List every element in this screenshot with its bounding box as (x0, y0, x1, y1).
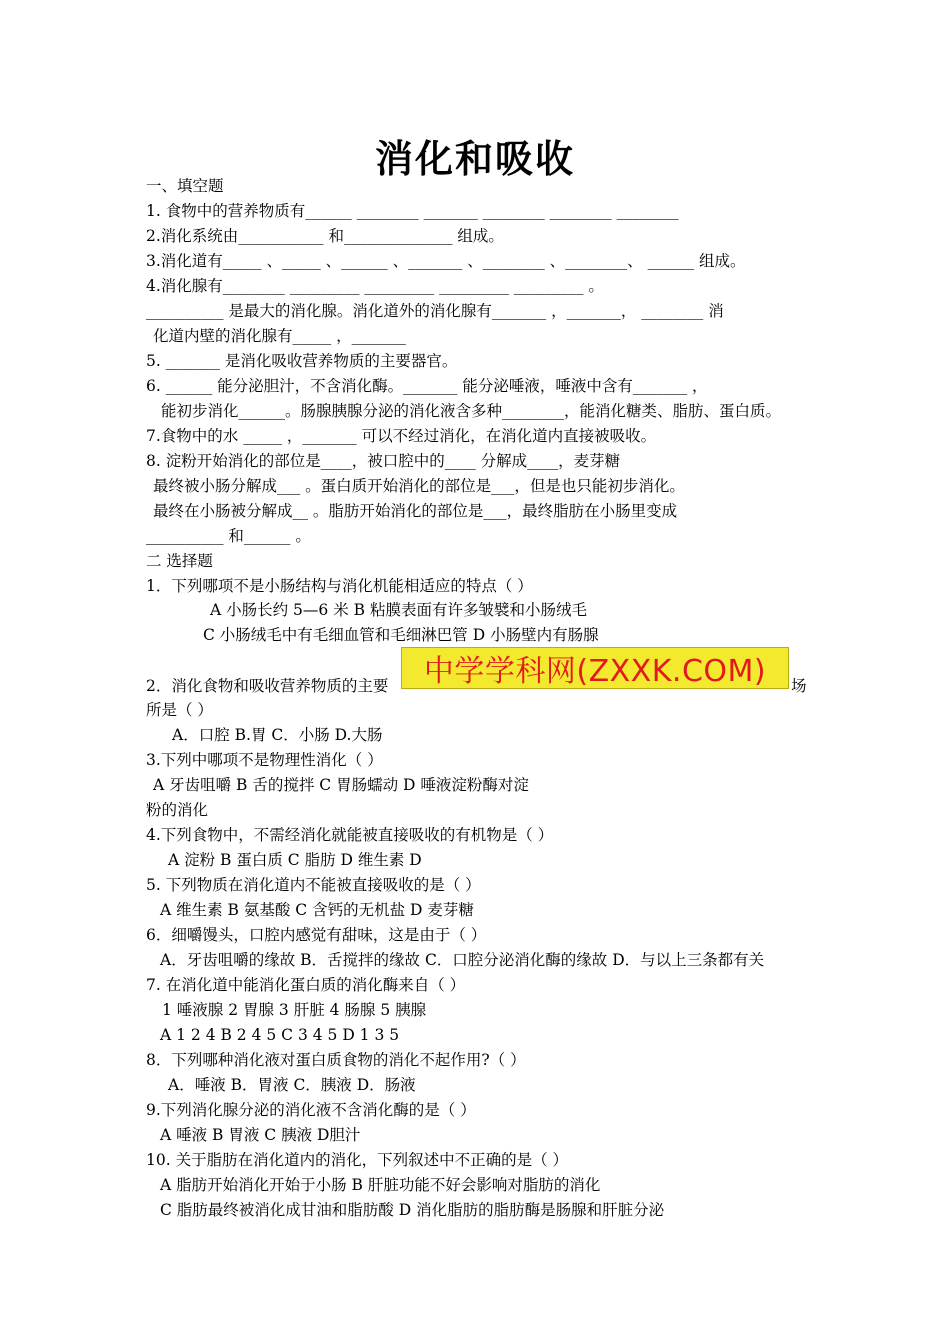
option-line: A 牙齿咀嚼 B 舌的搅拌 C 胃肠蠕动 D 唾液淀粉酶对淀 (153, 776, 529, 794)
option-line: A．牙齿咀嚼的缘故 B．舌搅拌的缘故 C．口腔分泌消化酶的缘故 D．与以上三条都有关 (160, 951, 765, 969)
option-line: A 脂肪开始消化开始于小肠 B 肝脏功能不好会影响对脂肪的消化 (160, 1176, 601, 1194)
question-tail: 场 (791, 677, 807, 695)
text-line: 化道内壁的消化腺有_____ ，_______ (153, 327, 406, 345)
text-line: 3.消化道有_____ 、_____ 、______ 、_______ 、________ 、________、 ______ 组成。 (146, 252, 746, 270)
watermark-banner (401, 647, 789, 689)
text-line: 6. ______ 能分泌胆汁，不含消化酶。_______ 能分泌唾液，唾液中含有_______ ， (146, 377, 708, 395)
text-line: __________ 是最大的消化腺。消化道外的消化腺有_______ ，_______， ________ 消 (146, 302, 724, 320)
question: 3.下列中哪项不是物理性消化（ ） (146, 751, 383, 769)
option-line: C 小肠绒毛中有毛细血管和毛细淋巴管 D 小肠壁内有肠腺 (203, 626, 599, 644)
option-line: C 脂肪最终被消化成甘油和脂肪酸 D 消化脂肪的脂肪酶是肠腺和肝脏分泌 (160, 1201, 665, 1219)
text-line: 最终在小肠被分解成__ 。脂肪开始消化的部位是___，最终脂肪在小肠里变成 (153, 502, 678, 520)
question: 2．消化食物和吸收营养物质的主要 (146, 677, 389, 695)
question: 6．细嚼馒头，口腔内感觉有甜味，这是由于（ ） (146, 926, 487, 944)
text-line: 所是（ ） (146, 701, 213, 719)
watermark-text: 中学学科网(ZXXK.COM) (423, 654, 767, 689)
question: 5. 下列物质在消化道内不能被直接吸收的是（ ） (146, 876, 481, 894)
question: 8．下列哪种消化液对蛋白质食物的消化不起作用?（ ） (146, 1051, 526, 1069)
question: 1．下列哪项不是小肠结构与消化机能相适应的特点（ ） (146, 577, 533, 595)
option-line: A 小肠长约 5—6 米 B 粘膜表面有许多皱襞和小肠绒毛 (210, 601, 587, 619)
question: 9.下列消化腺分泌的消化液不含消化酶的是（ ） (146, 1101, 476, 1119)
option-line: A．唾液 B．胃液 C．胰液 D．肠液 (168, 1076, 416, 1094)
text-line: 2.消化系统由___________ 和______________ 组成。 (146, 227, 504, 245)
question: 7. 在消化道中能消化蛋白质的消化酶来自（ ） (146, 976, 466, 994)
option-line: A 淀粉 B 蛋白质 C 脂肪 D 维生素 D (168, 851, 422, 869)
option-line: A 1 2 4 B 2 4 5 C 3 4 5 D 1 3 5 (160, 1026, 400, 1044)
question: 4.下列食物中，不需经消化就能被直接吸收的有机物是（ ） (146, 826, 554, 844)
question: 10. 关于脂肪在消化道内的消化，下列叙述中不正确的是（ ） (146, 1151, 569, 1169)
text-line: 8. 淀粉开始消化的部位是____，被口腔中的____ 分解成____，麦芽糖 (146, 452, 621, 470)
option-line: A．口腔 B.胃 C．小肠 D.大肠 (172, 726, 383, 744)
text-line: 1. 食物中的营养物质有______ ________ _______ ________ ________ ________ (146, 202, 679, 220)
text-line: 4.消化腺有________ _________ _________ _________ _________ 。 (146, 277, 604, 295)
section-heading: 一、填空题 (146, 177, 224, 195)
text-line: 能初步消化______。肠腺胰腺分泌的消化液含多种________，能消化糖类、脂肪、蛋白质。 (161, 402, 782, 420)
text-line: 最终被小肠分解成___ 。蛋白质开始消化的部位是___，但是也只能初步消化。 (153, 477, 685, 495)
text-line: 7.食物中的水 _____ ，_______ 可以不经过消化，在消化道内直接被吸收。 (146, 427, 657, 445)
text-line: 粉的消化 (146, 801, 209, 819)
page-title: 消化和吸收 (374, 137, 575, 181)
option-line: A 唾液 B 胃液 C 胰液 D胆汁 (160, 1126, 361, 1144)
text-line: __________ 和______ 。 (146, 527, 311, 545)
text-line: 5. _______ 是消化吸收营养物质的主要器官。 (146, 352, 458, 370)
option-line: 1 唾液腺 2 胃腺 3 肝脏 4 肠腺 5 胰腺 (162, 1001, 427, 1019)
section-heading: 二 选择题 (146, 552, 213, 570)
option-line: A 维生素 B 氨基酸 C 含钙的无机盐 D 麦芽糖 (160, 901, 474, 919)
